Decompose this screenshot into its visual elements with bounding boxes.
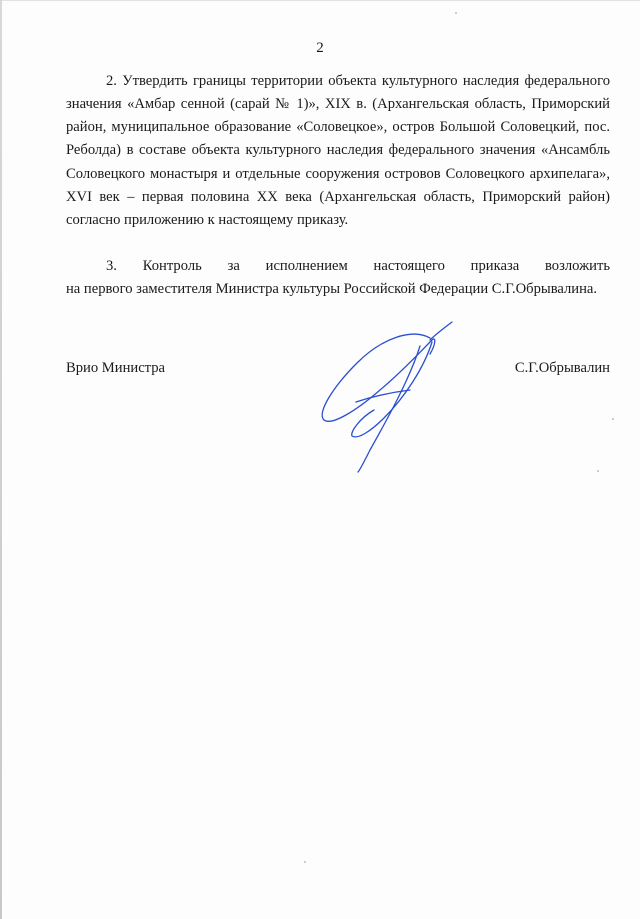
signature-flourish	[430, 322, 452, 340]
paragraph-3-block	[66, 255, 610, 301]
paragraph-3-first-line: 3. Контроль за исполнением настоящего приказа возложить	[106, 258, 610, 274]
signer-position: Врио Министра	[66, 360, 165, 376]
scan-speck	[612, 418, 614, 420]
paragraph-3-continuation: на первого заместителя Министра культуры Российской Федерации С.Г.Обрывалина.	[66, 281, 598, 298]
paragraph-2-block	[66, 70, 610, 232]
scan-speck	[455, 12, 457, 14]
signature-cross	[356, 390, 410, 402]
scan-edge-left	[0, 0, 2, 919]
paragraph-2: 2. Утвердить границы территории объекта культурного наследия федерального значения «Амбар сенной (сарай № 1)», XIX в. (Архангельская область, Приморский район, муниципальное образование «Соловецкое», остров Большой Соловецкий, пос. Реболда) в составе объекта культурного наследия федерального значения «Ансамбль Соловецкого монастыря и отдельные сооружения островов Соловецкого архипелага», XVI век – первая половина XX века (Архангельская область, Приморский район) согласно приложению к настоящему приказу.	[66, 73, 610, 228]
signature-tail	[358, 346, 420, 472]
page-number: 2	[316, 40, 324, 56]
scan-edge-top	[0, 0, 640, 1]
signature-loop	[322, 334, 435, 421]
signer-name: С.Г.Обрывалин	[514, 360, 610, 376]
handwritten-signature	[312, 318, 472, 478]
scan-speck	[597, 470, 599, 472]
scan-speck	[304, 861, 306, 863]
signature-strokes	[322, 322, 452, 472]
